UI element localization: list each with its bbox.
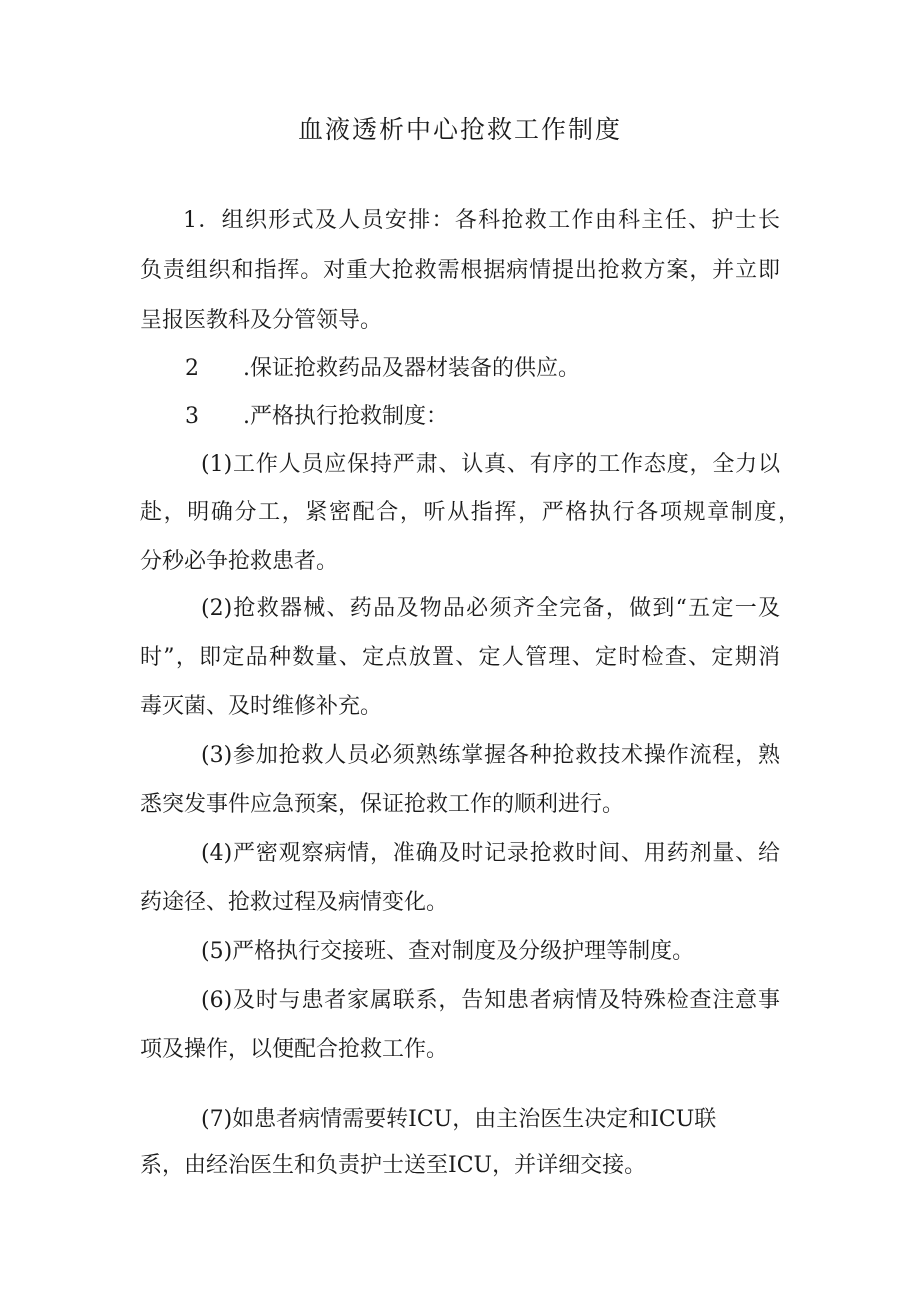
- paragraph-line: 项及操作，以便配合抢救工作。: [140, 1037, 449, 1062]
- paragraph-line: 系，由经治医生和负责护士送至ICU，并详细交接。: [140, 1153, 647, 1178]
- paragraph-item-3: [185, 392, 920, 442]
- paragraph-line: 1．组织形式及人员安排：各科抢救工作由科主任、护士长: [183, 208, 780, 233]
- paragraph-item-2: [185, 344, 920, 394]
- paragraph-line: 药途径、抢救过程及病情变化。: [140, 890, 449, 915]
- paragraph-line: 赴，明确分工，紧密配合，听从指挥，严格执行各项规章制度，: [140, 500, 800, 525]
- item-text: .严格执行抢救制度：: [243, 404, 448, 429]
- paragraph-line: (6)及时与患者家属联系，告知患者病情及特殊检查注意事: [201, 988, 780, 1013]
- paragraph-line: (1)工作人员应保持严肃、认真、有序的工作态度，全力以: [201, 452, 780, 477]
- item-number: 3: [185, 404, 199, 429]
- paragraph-line: 呈报医教科及分管领导。: [140, 308, 383, 333]
- document-title: 血液透析中心抢救工作制度: [297, 115, 622, 144]
- paragraph-line: 毒灭菌、及时维修补充。: [140, 694, 383, 719]
- paragraph-line: 时”，即定品种数量、定点放置、定人管理、定时检查、定期消: [140, 645, 780, 670]
- paragraph-line: (5)严格执行交接班、查对制度及分级护理等制度。: [201, 939, 695, 964]
- paragraph-line: (4)严密观察病情，准确及时记录抢救时间、用药剂量、给: [201, 841, 780, 866]
- item-text: .保证抢救药品及器材装备的供应。: [243, 356, 580, 381]
- paragraph-line: (3)参加抢救人员必须熟练掌握各种抢救技术操作流程，熟: [201, 743, 780, 768]
- paragraph-line: 悉突发事件应急预案，保证抢救工作的顺利进行。: [140, 792, 625, 817]
- paragraph-line: (2)抢救器械、药品及物品必须齐全完备，做到“五定一及: [201, 596, 780, 621]
- item-number: 2: [185, 356, 199, 381]
- paragraph-line: (7)如患者病情需要转ICU，由主治医生决定和ICU联: [201, 1107, 717, 1132]
- paragraph-line: 负责组织和指挥。对重大抢救需根据病情提出抢救方案，并立即: [140, 258, 780, 283]
- paragraph-line: 分秒必争抢救患者。: [140, 549, 339, 574]
